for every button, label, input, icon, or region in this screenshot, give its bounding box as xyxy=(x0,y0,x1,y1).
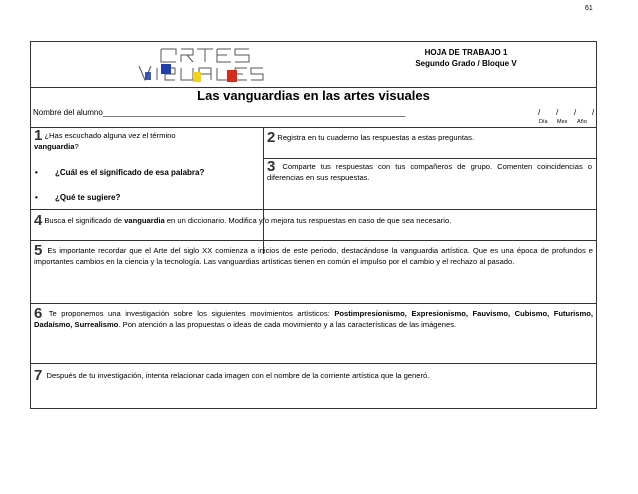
term-vanguardia: vanguardia xyxy=(34,142,75,151)
question-number: 3 xyxy=(267,158,276,175)
question-number: 7 xyxy=(34,367,43,384)
date-day-label: Día xyxy=(539,119,548,125)
divider xyxy=(263,127,264,254)
page-number: 61 xyxy=(585,5,593,12)
question-3: 3 Comparte tus respuestas con tus compañeros de grupo. Comenten coincidencias o diferencias en sus respuestas. xyxy=(267,158,592,182)
date-month-label: Mes xyxy=(557,119,568,125)
student-name-blank[interactable]: ____________________________________________________________________ xyxy=(102,108,406,117)
question-number: 5 xyxy=(34,242,43,259)
question-number: 4 xyxy=(34,212,43,229)
divider xyxy=(31,303,596,304)
date-year-label: Año xyxy=(577,119,587,125)
page-title: Las vanguardias en las artes visuales xyxy=(197,88,430,103)
student-name-label: Nombre del alumno xyxy=(33,108,103,117)
grade-label: Segundo Grado / Bloque V xyxy=(415,59,517,68)
question-number: 1 xyxy=(34,127,43,144)
header-info xyxy=(396,47,536,69)
divider xyxy=(31,209,596,210)
question-6: 6 Te proponemos una investigación sobre los siguientes movimientos artísticos: Postimpresionismo, Expresionismo, Fauvismo, Cubismo, Futurismo, Dadaísmo, Surrealismo. Pon atención a las propuestas o ideas de cada movimiento y a las características de las imágenes. xyxy=(34,305,593,329)
artes-visuales-logo xyxy=(131,46,271,84)
divider xyxy=(31,363,596,364)
question-2: 2 Registra en tu cuaderno las respuestas a estas preguntas. xyxy=(267,129,475,146)
student-name-row xyxy=(33,108,593,117)
sheet-title: HOJA DE TRABAJO 1 xyxy=(424,48,508,57)
question-number: 2 xyxy=(267,129,276,146)
question-5: 5 Es importante recordar que el Arte del siglo XX comienza a inicios de este periodo, destacándose la vanguardia artística. Que es una época de profundos e importantes cambios en la ciencia y la tecnología. Las vanguardias artísticas tienen en común el impulso por el cambio y el rechazo al pasado. xyxy=(34,242,593,266)
question-1: 1 ¿Has escuchado alguna vez el término vanguardia? xyxy=(34,127,176,151)
worksheet: HOJA DE TRABAJO 1 Segundo Grado / Bloque V Las vanguardias en las artes visuales Nombre del alumno____________________________________________________________________ / / / / Día Mes Año 1 ¿Has escuchado alguna vez el término vanguardia? • ¿Cuál es el significado de esa palabra? • ¿Qué te sugiere? 2 Registra en tu cuaderno las respuestas a estas preguntas. 3 Comparte tus respuestas con tus compañeros de grupo. Comenten coincidencias o diferencias en sus respuestas. 4 Busca el significado de vanguardia en un diccionario. Modifica y/o mejora tus respuestas en caso de que sea necesario. 5 Es importante recordar que el Arte del siglo XX comienza a inicios de este periodo, destacándose la vanguardia artística. Que es una época de profundos e importantes cambios en la ciencia y la tecnología. Las vanguardias artísticas tienen en común el impulso por el cambio y el rechazo al pasado. 6 Te proponemos una investigación sobre los siguientes movimientos artísticos: Postimpresionismo, Expresionismo, Fauvismo, Cubismo, Futurismo, Dadaísmo, Surrealismo. Pon atención a las propuestas o ideas de cada movimiento y a las características de las imágenes. 7 Después de tu investigación, intenta relacionar cada imagen con el nombre de la corriente artística que la generó. xyxy=(30,41,597,409)
divider xyxy=(31,240,596,241)
worksheet-header xyxy=(31,42,596,88)
divider xyxy=(31,127,596,128)
divider xyxy=(263,158,596,159)
question-number: 6 xyxy=(34,305,43,322)
movements-list: Postimpresionismo, Expresionismo, Fauvismo, Cubismo, Futurismo, Dadaísmo, Surrealismo xyxy=(34,309,593,329)
question-7: 7 Después de tu investigación, intenta relacionar cada imagen con el nombre de la corriente artística que la generó. xyxy=(34,367,430,384)
question-4: 4 Busca el significado de vanguardia en un diccionario. Modifica y/o mejora tus respuestas en caso de que sea necesario. xyxy=(34,212,452,229)
